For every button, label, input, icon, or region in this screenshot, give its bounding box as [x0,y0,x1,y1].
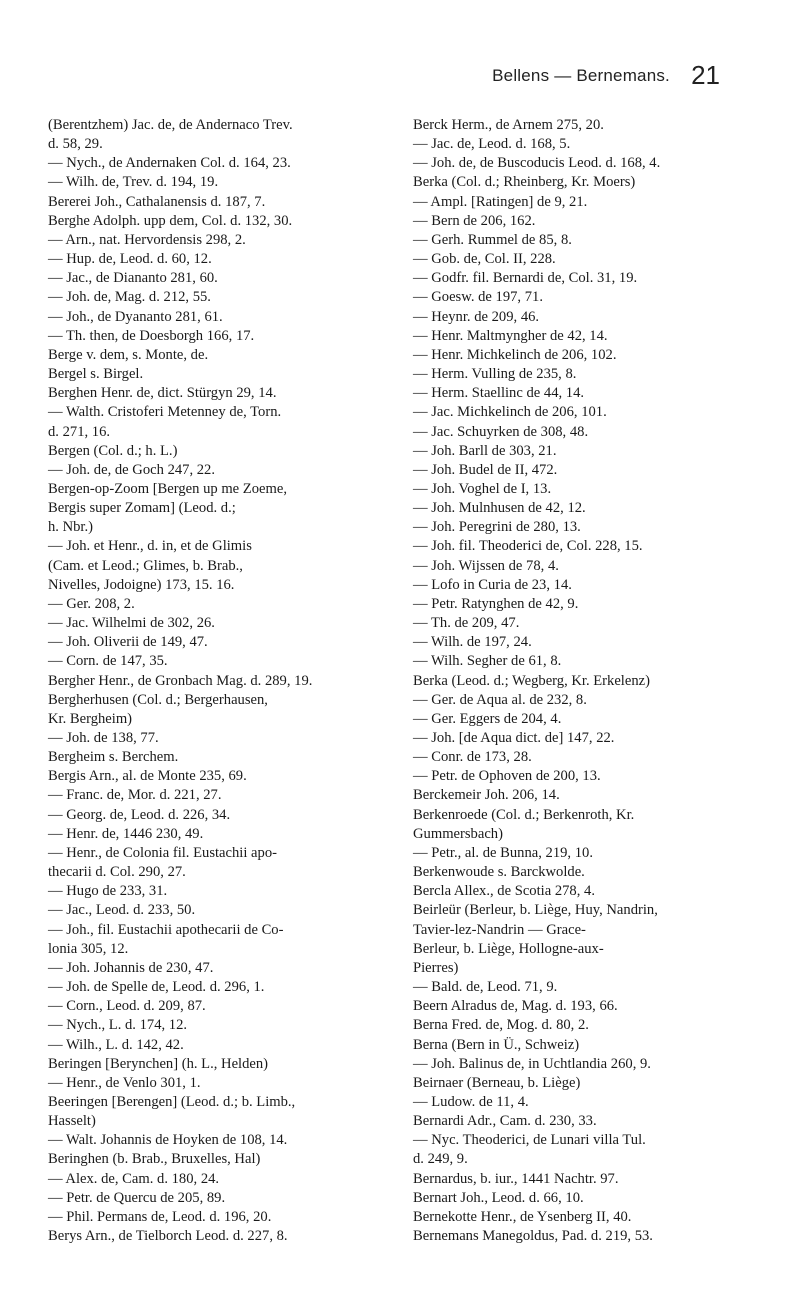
index-entry [413,1131,763,1169]
index-entry [48,288,393,307]
entry-line: Bergel s. Birgel. [48,366,144,383]
entry-line: — Joh. [de Aqua dict. de] 147, 22. [413,730,615,746]
entry-line: Bergis Arn., al. de Monte 235, 69. [48,768,247,785]
index-entry [48,901,393,920]
index-entry [48,269,393,288]
index-entry [413,461,763,480]
index-entry [48,384,393,403]
index-entry [413,844,763,863]
index-entry [48,595,393,614]
index-entry [413,576,763,595]
index-entry [413,672,763,691]
entry-line: Berckemeir Joh. 206, 14. [413,787,560,804]
entry-line: (Berentzhem) Jac. de, de Andernaco Trev. [48,117,293,133]
entry-line: Bergher Henr., de Gronbach Mag. d. 289, 19. [48,672,313,689]
entry-line: — Herm. Vulling de 235, 8. [413,366,577,383]
index-entry [413,193,763,212]
entry-line: Pierres) [413,959,459,976]
index-entry [413,346,763,365]
entry-line: — Joh. Peregrini de 280, 13. [413,519,581,536]
entry-line: — Joh. Barll de 303, 21. [413,442,557,459]
index-entry [413,748,763,767]
entry-line: Berghen Henr. de, dict. Stürgyn 29, 14. [48,385,277,402]
entry-line: — Henr., de Colonia fil. Eustachii apo- [48,844,277,861]
entry-line: — Henr., de Venlo 301, 1. [48,1074,201,1091]
entry-line: Berghe Adolph. upp dem, Col. d. 132, 30. [48,212,293,229]
index-entry [413,652,763,671]
index-entry [413,327,763,346]
entry-line: — Phil. Permans de, Leod. d. 196, 20. [48,1208,272,1225]
index-entry [48,959,393,978]
entry-line: — Ger. 208, 2. [48,595,135,612]
entry-line: — Herm. Staellinc de 44, 14. [413,385,585,402]
entry-line: — Joh. de 138, 77. [48,730,159,746]
entry-line: — Jac. de, Leod. d. 168, 5. [413,136,571,153]
index-entry [413,1189,763,1208]
entry-line: — Nych., de Andernaken Col. d. 164, 23. [48,155,291,172]
entry-line: Bergheim s. Berchem. [48,749,179,766]
index-entry [48,1131,393,1150]
entry-line: — Th. then, de Doesborgh 166, 17. [48,327,255,344]
index-entry [413,1170,763,1189]
entry-line: Beirleür (Berleur, b. Liège, Huy, Nandrin, [413,902,658,919]
entry-line: Beeringen [Berengen] (Leod. d.; b. Limb., [48,1093,296,1110]
entry-line: — Joh. et Henr., d. in, et de Glimis [48,538,252,555]
index-entry [413,308,763,327]
entry-line: Tavier-lez-Nandrin — Grace- [413,921,586,938]
index-entry [413,403,763,422]
index-entry [48,1208,393,1227]
index-entry [48,154,393,173]
entry-line: — Bald. de, Leod. 71, 9. [413,979,558,996]
index-entry [48,173,393,192]
entry-line: thecarii d. Col. 290, 27. [48,864,186,881]
entry-line: — Joh. de, Mag. d. 212, 55. [48,289,211,306]
entry-line: — Joh. Mulnhusen de 42, 12. [413,500,586,517]
entry-line: — Goesw. de 197, 71. [413,289,543,306]
index-entry [48,116,393,154]
entry-line: — Nych., L. d. 174, 12. [48,1017,188,1034]
index-entry [413,499,763,518]
index-entry [48,1170,393,1189]
index-entry [48,212,393,231]
index-entry [413,250,763,269]
entry-line: Bernemans Manegoldus, Pad. d. 219, 53. [413,1228,653,1245]
index-entry [413,231,763,250]
entry-line: Berkenwoude s. Barckwolde. [413,864,585,881]
index-entry [413,1036,763,1055]
entry-line: — Wilh. de, Trev. d. 194, 19. [48,174,219,191]
entry-line: Bergherhusen (Col. d.; Bergerhausen, [48,691,268,708]
index-entry [413,518,763,537]
entry-line: Berck Herm., de Arnem 275, 20. [413,117,604,133]
index-entry [48,844,393,882]
index-entry [413,786,763,805]
index-entry [48,997,393,1016]
entry-line: — Jac. Wilhelmi de 302, 26. [48,615,215,632]
index-entry [48,1074,393,1093]
entry-line: Berka (Leod. d.; Wegberg, Kr. Erkelenz) [413,672,650,689]
entry-line: Berna (Bern in Ü., Schweiz) [413,1036,580,1053]
entry-line: — Godfr. fil. Bernardi de, Col. 31, 19. [413,270,638,287]
entry-line: — Lofo in Curia de 23, 14. [413,576,572,593]
index-entry [413,365,763,384]
entry-line: — Joh. de Spelle de, Leod. d. 296, 1. [48,979,265,996]
page-header [0,60,800,96]
left-column [48,116,393,1246]
entry-line: — Joh., fil. Eustachii apothecarii de Co- [48,921,284,938]
entry-line: — Franc. de, Mor. d. 221, 27. [48,787,222,804]
entry-line: — Ludow. de 11, 4. [413,1093,529,1110]
index-entry [413,1055,763,1074]
index-entry [48,978,393,997]
index-entry [48,346,393,365]
index-entry [48,193,393,212]
entry-line: Bernardus, b. iur., 1441 Nachtr. 97. [413,1170,619,1187]
index-entry [48,672,393,691]
entry-line: — Ampl. [Ratingen] de 9, 21. [413,193,588,210]
entry-line: — Arn., nat. Hervordensis 298, 2. [48,231,246,248]
entry-line: — Jac., Leod. d. 233, 50. [48,902,196,919]
index-entry [48,921,393,959]
right-column [413,116,763,1246]
index-entry [413,691,763,710]
entry-line: — Petr. de Quercu de 205, 89. [48,1189,226,1206]
index-entry [413,997,763,1016]
entry-line: Beringen [Berynchen] (h. L., Helden) [48,1055,269,1072]
entry-line: — Ger. Eggers de 204, 4. [413,710,562,727]
entry-line: — Nyc. Theoderici, de Lunari villa Tul. [413,1132,646,1149]
index-entry [413,614,763,633]
index-entry [48,365,393,384]
entry-line: Bercla Allex., de Scotia 278, 4. [413,883,595,900]
index-entry [48,882,393,901]
entry-line: — Jac. Schuyrken de 308, 48. [413,423,589,440]
entry-line: h. Nbr.) [48,519,93,536]
index-entry [413,710,763,729]
entry-line: — Joh. Budel de II, 472. [413,461,558,478]
entry-line: Bernart Joh., Leod. d. 66, 10. [413,1189,584,1206]
entry-line: Berys Arn., de Tielborch Leod. d. 227, 8. [48,1228,288,1245]
index-entry [48,806,393,825]
index-entry [413,978,763,997]
entry-line: — Joh. Wijssen de 78, 4. [413,557,559,574]
entry-line: — Joh., de Dyananto 281, 61. [48,308,223,325]
entry-line: — Joh. Balinus de, in Uchtlandia 260, 9. [413,1055,651,1072]
index-entry [413,633,763,652]
entry-line: Bernardi Adr., Cam. d. 230, 33. [413,1113,597,1130]
index-entry [413,557,763,576]
index-entry [413,423,763,442]
entry-line: (Cam. et Leod.; Glimes, b. Brab., [48,557,243,574]
entry-line: — Petr. de Ophoven de 200, 13. [413,768,601,785]
index-entry [48,1036,393,1055]
entry-line: Bernekotte Henr., de Ysenberg II, 40. [413,1208,632,1225]
entry-line: — Joh. de, de Goch 247, 22. [48,461,215,478]
index-entry [48,1227,393,1246]
entry-line: Kr. Bergheim) [48,710,133,727]
entry-line: d. 58, 29. [48,136,103,153]
index-entry [413,901,763,978]
entry-line: Berge v. dem, s. Monte, de. [48,346,209,363]
index-entry [48,442,393,461]
entry-line: — Jac. Michkelinch de 206, 101. [413,404,607,421]
entry-line: — Gerh. Rummel de 85, 8. [413,231,572,248]
index-entry [48,1055,393,1074]
index-entry [48,786,393,805]
index-entry [413,154,763,173]
index-entry [48,461,393,480]
entry-line: — Georg. de, Leod. d. 226, 34. [48,806,231,823]
entry-line: — Joh. Voghel de I, 13. [413,480,552,497]
entry-line: — Bern de 206, 162. [413,212,536,229]
entry-line: — Conr. de 173, 28. [413,749,532,766]
index-entry [48,327,393,346]
entry-line: — Henr. de, 1446 230, 49. [48,825,204,842]
index-entry [413,1208,763,1227]
index-entry [413,767,763,786]
index-entry [48,691,393,729]
index-entry [48,1016,393,1035]
index-entry [413,135,763,154]
entry-line: Bererei Joh., Cathalanensis d. 187, 7. [48,193,266,210]
index-entry [48,250,393,269]
entry-line: Beirnaer (Berneau, b. Liège) [413,1074,581,1091]
index-entry [48,1189,393,1208]
index-entry [413,863,763,882]
entry-line: — Walth. Cristoferi Metenney de, Torn. [48,404,282,421]
index-entry [413,212,763,231]
index-entry [48,729,393,748]
index-entry [48,767,393,786]
index-entry [48,1150,393,1169]
entry-line: — Gob. de, Col. II, 228. [413,251,556,268]
index-entry [413,806,763,844]
entry-line: Gummersbach) [413,825,503,842]
entry-line: — Henr. Michkelinch de 206, 102. [413,346,617,363]
entry-line: — Hugo de 233, 31. [48,883,168,900]
entry-line: Berka (Col. d.; Rheinberg, Kr. Moers) [413,174,636,191]
entry-line: — Hup. de, Leod. d. 60, 12. [48,251,212,268]
index-entry [413,1093,763,1112]
entry-line: Nivelles, Jodoigne) 173, 15. 16. [48,576,235,593]
index-entry [413,269,763,288]
entry-line: d. 249, 9. [413,1151,468,1168]
entry-line: Beringhen (b. Brab., Bruxelles, Hal) [48,1151,261,1168]
entry-line: — Henr. Maltmyngher de 42, 14. [413,327,608,344]
index-entry [413,288,763,307]
entry-line: — Petr. Ratynghen de 42, 9. [413,595,579,612]
index-entry [413,1112,763,1131]
index-entry [48,633,393,652]
index-entry [413,384,763,403]
index-entry [48,403,393,441]
entry-line: — Wilh. Segher de 61, 8. [413,653,562,670]
index-entry [413,1016,763,1035]
entry-line: Berna Fred. de, Mog. d. 80, 2. [413,1017,589,1034]
entry-line: d. 271, 16. [48,423,111,440]
index-entry [413,442,763,461]
index-entry [413,1227,763,1246]
index-entry [413,595,763,614]
entry-line: Berkenroede (Col. d.; Berkenroth, Kr. [413,806,635,823]
entry-line: Beern Alradus de, Mag. d. 193, 66. [413,998,618,1015]
index-entry [413,537,763,556]
index-entry [48,480,393,537]
entry-line: — Joh. Johannis de 230, 47. [48,959,214,976]
entry-line: — Jac., de Diananto 281, 60. [48,270,218,287]
entry-line: — Corn., Leod. d. 209, 87. [48,998,206,1015]
index-entry [48,614,393,633]
index-entry [413,1074,763,1093]
entry-line: Berleur, b. Liège, Hollogne-aux- [413,940,604,957]
entry-line: — Joh. de, de Buscoducis Leod. d. 168, 4. [413,155,661,172]
page-number: 21 [691,60,720,90]
index-entry [48,1093,393,1131]
entry-line: — Th. de 209, 47. [413,615,520,632]
entry-line: Bergen (Col. d.; h. L.) [48,442,178,459]
index-entry [48,825,393,844]
entry-line: — Walt. Johannis de Hoyken de 108, 14. [48,1132,288,1149]
index-entry [48,231,393,250]
index-entry [48,537,393,594]
entry-line: — Wilh. de 197, 24. [413,634,532,651]
entry-line: — Ger. de Aqua al. de 232, 8. [413,691,587,708]
running-head: Bellens — Bernemans. [492,66,670,85]
entry-line: — Joh. fil. Theoderici de, Col. 228, 15. [413,538,643,555]
index-entry [48,748,393,767]
entry-line: — Alex. de, Cam. d. 180, 24. [48,1170,220,1187]
index-entry [413,173,763,192]
entry-line: lonia 305, 12. [48,940,129,957]
index-entry [413,729,763,748]
entry-line: — Wilh., L. d. 142, 42. [48,1036,184,1053]
entry-line: — Heynr. de 209, 46. [413,308,540,325]
index-entry [413,882,763,901]
index-entry [48,308,393,327]
entry-line: — Petr., al. de Bunna, 219, 10. [413,844,593,861]
entry-line: — Corn. de 147, 35. [48,653,168,670]
index-entry [413,116,763,135]
entry-line: — Joh. Oliverii de 149, 47. [48,634,208,651]
index-entry [48,652,393,671]
entry-line: Bergen-op-Zoom [Bergen up me Zoeme, [48,480,287,497]
entry-line: Bergis super Zomam] (Leod. d.; [48,500,236,517]
entry-line: Hasselt) [48,1113,96,1130]
index-entry [413,480,763,499]
